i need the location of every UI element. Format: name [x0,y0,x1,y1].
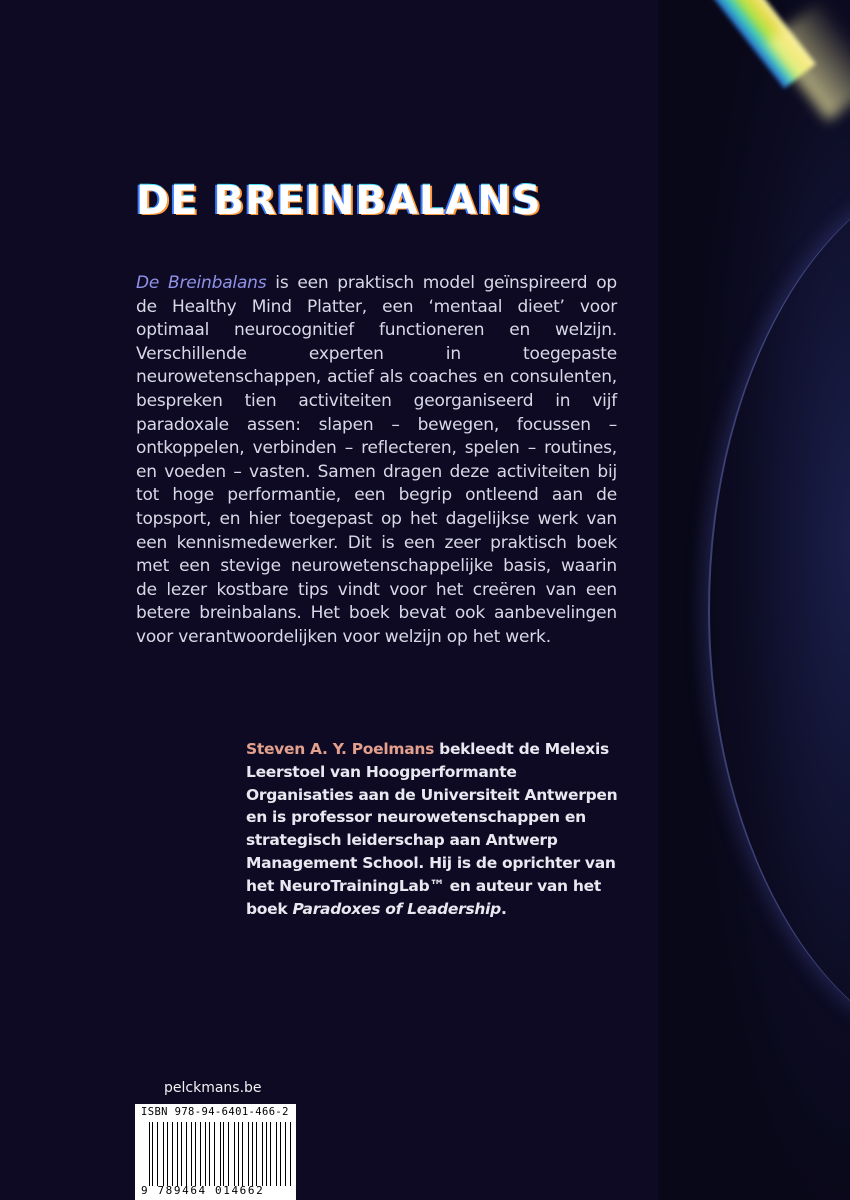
description-body: is een praktisch model geïnspireerd op de Healthy Mind Platter, een ‘mentaal dieet’ voor optimaal neurocognitief functioneren en welzijn. Verschillende experten in toegepaste neurowetenschappen, actief als coaches en consulenten, bespreken tien activiteiten georganiseerd in vijf paradoxale assen: slapen – bewegen, focussen – ontkoppelen, verbinden – reflecteren, spelen – routines, en voeden – vasten. Samen dragen deze activiteiten bij tot hoge performantie, een begrip ontleend aan de topsport, en hier toegepast op het dagelijkse werk van een kennismedewerker. Dit is een zeer praktisch boek met een stevige neurowetenschappelijke basis, waarin de lezer kostbare tips vindt voor het creëren van een betere breinbalans. Het boek bevat ook aanbevelingen voor verantwoordelijken voor welzijn op het werk. [136,273,617,647]
author-bio-end: . [500,899,507,918]
barcode-bars [149,1122,291,1186]
author-name: Steven A. Y. Poelmans [246,740,435,758]
barcode-bar [198,1122,199,1186]
author-bio [246,738,626,920]
barcode-bar [256,1122,257,1186]
isbn-barcode [135,1104,296,1200]
description-lead: De Breinbalans [136,273,267,293]
barcode-bar [235,1122,236,1186]
barcode-digits: 9 789464 014662 [141,1184,265,1197]
book-description [136,272,617,650]
publisher-website: pelckmans.be [164,1080,262,1096]
barcode-bar [178,1122,179,1186]
book-title: DE BREINBALANS [136,178,542,224]
barcode-bar [276,1122,277,1186]
barcode-bar [163,1122,164,1186]
barcode-bar [214,1122,215,1186]
author-bio-text: bekleedt de Melexis Leerstoel van Hoogperformante Organisaties aan de Universiteit Antwerpen en is professor neurowetenschappen en strategisch leiderschap aan Antwerp Management School. Hij is de oprichter van het NeuroTrainingLab™ en auteur van het boek [246,740,618,918]
author-book-title: Paradoxes of Leadership [292,899,501,918]
isbn-label: ISBN 978-94-6401-466-2 [141,1106,289,1118]
